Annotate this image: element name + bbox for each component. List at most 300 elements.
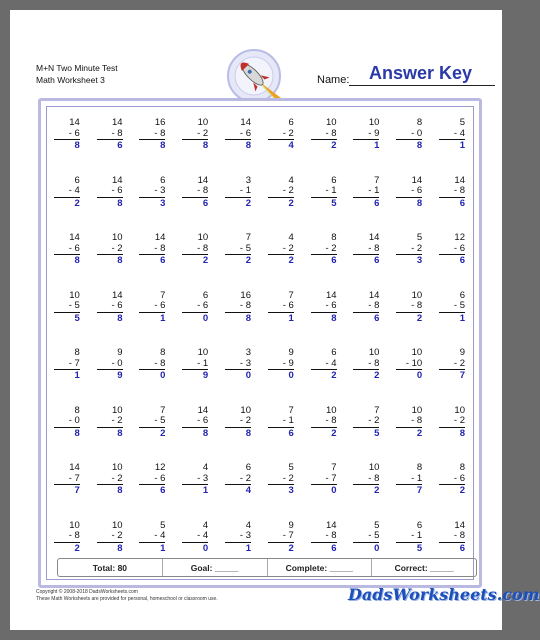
problem-stack: [268, 348, 294, 382]
problem: [47, 343, 90, 401]
problem: [261, 458, 304, 516]
problem-minuend: 6: [331, 174, 337, 186]
problem: [90, 171, 133, 229]
problem: [175, 171, 218, 229]
problem: [347, 343, 390, 401]
problem: [47, 401, 90, 459]
problem-minuend: 10: [411, 289, 423, 301]
problem-stack: [396, 348, 422, 382]
problem: [261, 286, 304, 344]
problem-answer: 1: [374, 140, 380, 151]
problem-stack: [225, 291, 251, 325]
problem: [261, 401, 304, 459]
problem-answer: 6: [160, 485, 166, 496]
problem-stack: [182, 233, 208, 267]
problem-stack: [439, 233, 465, 267]
name-field: [317, 63, 497, 90]
problem-minuend: 14: [454, 519, 465, 531]
problem-subtrahend: - 5: [139, 416, 165, 428]
complete-cell: Complete: _____: [268, 559, 373, 576]
problem-stack: [97, 291, 123, 325]
worksheet-page: [10, 10, 540, 630]
problem-answer: 8: [245, 140, 251, 151]
problem-minuend: 4: [288, 232, 294, 243]
problem-subtrahend: - 6: [182, 416, 208, 428]
problem-minuend: 14: [411, 174, 423, 186]
problem-stack: [311, 463, 337, 497]
problem-minuend: 14: [154, 232, 166, 243]
problem-stack: [396, 233, 422, 267]
problem-subtrahend: - 7: [54, 474, 80, 486]
problem-answer: 8: [117, 427, 123, 439]
problem-subtrahend: - 0: [54, 416, 80, 428]
problem-minuend: 4: [202, 519, 209, 531]
problem-subtrahend: - 10: [396, 359, 422, 371]
problem-stack: [54, 291, 80, 325]
problem: [304, 286, 347, 344]
problem-minuend: 12: [454, 232, 465, 243]
problem-minuend: 4: [288, 174, 294, 186]
problem-stack: [396, 291, 422, 325]
problem-subtrahend: - 2: [97, 531, 123, 543]
problem-subtrahend: - 2: [225, 416, 251, 428]
problem-answer: 1: [459, 140, 465, 151]
problem-minuend: 9: [117, 347, 123, 358]
problem-answer: 9: [202, 370, 209, 381]
problem: [218, 286, 261, 344]
problem-minuend: 5: [416, 232, 423, 243]
correct-cell: Correct: _____: [394, 562, 454, 573]
problem-subtrahend: - 4: [182, 531, 208, 543]
problem-subtrahend: - 8: [97, 129, 123, 141]
problem: [47, 458, 90, 516]
problem-subtrahend: - 8: [311, 416, 337, 428]
problem-subtrahend: - 8: [139, 129, 165, 141]
problem-answer: 2: [74, 542, 80, 554]
problem: [175, 458, 218, 516]
problem-answer: 7: [459, 370, 465, 381]
problem-answer: 3: [288, 485, 294, 496]
problem-answer: 1: [160, 542, 166, 554]
problem: [261, 343, 304, 401]
problem-answer: 5: [416, 542, 423, 554]
problem-answer: 6: [374, 197, 380, 209]
problem-minuend: 14: [326, 289, 337, 301]
problem: [218, 401, 261, 459]
problem-minuend: 14: [454, 174, 465, 186]
problem-answer: 2: [160, 427, 166, 439]
problem-subtrahend: - 6: [54, 129, 80, 141]
problem-minuend: 14: [368, 289, 380, 301]
problem-stack: [54, 348, 80, 382]
problem-answer: 2: [459, 485, 465, 496]
problem-minuend: 9: [288, 347, 294, 358]
problem-subtrahend: - 8: [54, 531, 80, 543]
problem-stack: [353, 463, 379, 497]
problem-stack: [311, 406, 337, 440]
problem: [90, 401, 133, 459]
problem-stack: [439, 463, 465, 497]
problem-minuend: 8: [160, 347, 166, 358]
problem-stack: [97, 463, 123, 497]
problem: [175, 113, 218, 171]
problem-answer: 6: [459, 197, 465, 209]
problem-answer: 5: [374, 427, 380, 439]
problem-subtrahend: - 1: [396, 474, 422, 486]
problem: [347, 286, 390, 344]
problem-stack: [97, 118, 123, 152]
problem: [218, 343, 261, 401]
problem: [47, 113, 90, 171]
problem-stack: [139, 463, 165, 497]
worksheet-title: [36, 62, 118, 86]
problems-inner-border: [46, 106, 474, 580]
problem-minuend: 10: [69, 519, 80, 531]
problem-subtrahend: - 8: [139, 359, 165, 371]
problem-subtrahend: - 3: [225, 359, 251, 371]
problem-answer: 2: [202, 255, 209, 266]
problem-stack: [54, 406, 80, 440]
problem-subtrahend: - 2: [97, 474, 123, 486]
problem-minuend: 10: [454, 404, 465, 416]
problem-stack: [225, 233, 251, 267]
problem: [304, 458, 347, 516]
problem-minuend: 8: [416, 117, 423, 128]
problem: [90, 228, 133, 286]
problem-stack: [268, 233, 294, 267]
problem-minuend: 6: [288, 117, 294, 128]
score-footer: [57, 558, 477, 577]
problem: [261, 228, 304, 286]
problem-answer: 8: [117, 197, 123, 209]
problem-stack: [439, 176, 465, 210]
problem-subtrahend: - 5: [353, 531, 379, 543]
problem: [175, 286, 218, 344]
problem-stack: [182, 291, 208, 325]
problem-answer: 1: [202, 485, 209, 496]
problem-answer: 2: [416, 427, 423, 439]
problem-minuend: 10: [112, 462, 123, 473]
problem-answer: 8: [202, 427, 209, 439]
problem-subtrahend: - 6: [439, 474, 465, 486]
problem: [347, 401, 390, 459]
problem: [304, 171, 347, 229]
problem-subtrahend: - 8: [182, 186, 208, 198]
problem-subtrahend: - 0: [396, 129, 422, 141]
problem-minuend: 14: [112, 117, 123, 128]
problem-stack: [182, 521, 208, 555]
problem-minuend: 8: [74, 347, 80, 358]
problem-subtrahend: - 8: [225, 301, 251, 313]
goal-cell: Goal: _____: [163, 559, 268, 576]
problem: [218, 458, 261, 516]
problem: [347, 113, 390, 171]
problem-minuend: 14: [112, 174, 123, 186]
problem-answer: 2: [288, 542, 294, 554]
problem-minuend: 10: [197, 347, 209, 358]
problem-minuend: 10: [368, 462, 380, 473]
problem-stack: [311, 118, 337, 152]
problem-answer: 5: [74, 312, 80, 324]
problem: [90, 286, 133, 344]
title-line-1: M+N Two Minute Test: [36, 63, 118, 73]
problem: [304, 113, 347, 171]
problem-answer: 2: [288, 197, 294, 209]
problem: [47, 171, 90, 229]
problem-answer: 2: [374, 485, 380, 496]
problem-subtrahend: - 5: [439, 301, 465, 313]
problem-subtrahend: - 6: [311, 301, 337, 313]
problem-minuend: 9: [459, 347, 465, 358]
problem: [90, 113, 133, 171]
problem-stack: [311, 291, 337, 325]
problem-stack: [182, 463, 208, 497]
problem-subtrahend: - 8: [139, 244, 165, 256]
problem-minuend: 10: [112, 232, 123, 243]
problem: [389, 171, 432, 229]
problem-stack: [182, 406, 208, 440]
problem-stack: [182, 118, 208, 152]
problem-subtrahend: - 4: [311, 359, 337, 371]
problem-subtrahend: - 6: [439, 244, 465, 256]
problem: [175, 343, 218, 401]
problem-stack: [54, 176, 80, 210]
problem-answer: 8: [459, 427, 465, 439]
problem-subtrahend: - 2: [182, 129, 208, 141]
problem-minuend: 4: [202, 462, 209, 473]
problem-answer: 6: [331, 542, 337, 554]
problem-answer: 2: [331, 140, 337, 151]
problem-answer: 8: [202, 140, 209, 151]
problem-subtrahend: - 2: [268, 186, 294, 198]
problem-answer: 8: [416, 197, 423, 209]
problem-answer: 6: [459, 255, 465, 266]
problem-minuend: 10: [112, 519, 123, 531]
problem-subtrahend: - 7: [311, 474, 337, 486]
problem-answer: 8: [117, 312, 123, 324]
problem-stack: [139, 118, 165, 152]
problem-subtrahend: - 0: [97, 359, 123, 371]
copyright-line-1: Copyright © 2008-2018 DadsWorksheets.com: [36, 589, 138, 595]
problem-subtrahend: - 6: [182, 301, 208, 313]
problem-answer: 2: [288, 255, 294, 266]
problem-subtrahend: - 2: [439, 416, 465, 428]
problem-answer: 1: [74, 370, 80, 381]
problem-answer: 6: [459, 542, 465, 554]
problem-minuend: 12: [154, 462, 166, 473]
problem-answer: 8: [416, 140, 423, 151]
problem-answer: 6: [374, 255, 380, 266]
problem-stack: [353, 291, 379, 325]
problem-minuend: 14: [69, 232, 80, 243]
problems-frame: [38, 98, 482, 588]
problem-stack: [311, 176, 337, 210]
problem-answer: 6: [117, 140, 123, 151]
problem-answer: 2: [331, 370, 337, 381]
problem-subtrahend: - 6: [97, 186, 123, 198]
problem-minuend: 8: [416, 462, 423, 473]
problem-answer: 0: [331, 485, 337, 496]
problem-answer: 8: [117, 542, 123, 554]
problem-answer: 8: [160, 140, 166, 151]
problem-answer: 8: [245, 312, 251, 324]
problem-minuend: 16: [154, 117, 166, 128]
problem-minuend: 3: [245, 174, 251, 186]
total-cell: Total: 80: [58, 559, 163, 576]
problem-stack: [97, 176, 123, 210]
problem-stack: [311, 521, 337, 555]
problem-answer: 7: [74, 485, 80, 496]
problem-subtrahend: - 3: [139, 186, 165, 198]
problem-minuend: 16: [240, 289, 251, 301]
problem: [389, 343, 432, 401]
problem-subtrahend: - 8: [353, 359, 379, 371]
problem-minuend: 14: [69, 117, 80, 128]
problem-minuend: 10: [112, 404, 123, 416]
problem: [389, 401, 432, 459]
problem-minuend: 5: [374, 519, 380, 531]
problem-minuend: 8: [74, 404, 80, 416]
problem-minuend: 5: [459, 117, 465, 128]
problem-minuend: 7: [331, 462, 337, 473]
problem-stack: [353, 118, 379, 152]
problem-minuend: 8: [331, 232, 337, 243]
problem-stack: [311, 348, 337, 382]
problem-subtrahend: - 6: [225, 129, 251, 141]
problem-stack: [353, 233, 379, 267]
problem: [218, 171, 261, 229]
problem-minuend: 6: [245, 462, 251, 473]
problem-minuend: 7: [160, 289, 166, 301]
problem: [389, 458, 432, 516]
problem-subtrahend: - 6: [396, 186, 422, 198]
problem-answer: 4: [245, 485, 251, 496]
problem: [133, 401, 176, 459]
problem: [133, 113, 176, 171]
problem-answer: 8: [117, 255, 123, 266]
problem-stack: [97, 406, 123, 440]
problem-minuend: 10: [326, 404, 337, 416]
problem-stack: [439, 348, 465, 382]
problem-stack: [182, 176, 208, 210]
copyright-line-2: These Math Worksheets are provided for personal, homeschool or classroom use.: [36, 596, 218, 602]
problem-stack: [54, 233, 80, 267]
problem-stack: [353, 348, 379, 382]
problem-answer: 8: [74, 140, 80, 151]
problem-subtrahend: - 8: [353, 244, 379, 256]
problem-answer: 5: [331, 197, 337, 209]
problem-stack: [268, 521, 294, 555]
problem-subtrahend: - 2: [97, 416, 123, 428]
problem-subtrahend: - 2: [268, 129, 294, 141]
problem-answer: 0: [245, 370, 251, 381]
problem-answer: 6: [202, 197, 209, 209]
problem-subtrahend: - 2: [353, 416, 379, 428]
problem-subtrahend: - 2: [97, 244, 123, 256]
problem-answer: 8: [74, 255, 80, 266]
problem-minuend: 14: [112, 289, 123, 301]
problem-subtrahend: - 8: [182, 244, 208, 256]
problem-subtrahend: - 1: [353, 186, 379, 198]
problem-minuend: 6: [74, 174, 80, 186]
problem-answer: 2: [245, 197, 251, 209]
problem: [389, 286, 432, 344]
problem-stack: [182, 348, 208, 382]
problem-minuend: 14: [197, 174, 209, 186]
problem-stack: [353, 521, 379, 555]
problem-minuend: 6: [416, 519, 423, 531]
problem-minuend: 9: [288, 519, 294, 531]
problem-subtrahend: - 4: [139, 531, 165, 543]
problem: [347, 171, 390, 229]
problem-stack: [268, 291, 294, 325]
problem: [261, 113, 304, 171]
problem-answer: 1: [288, 312, 294, 324]
problem-subtrahend: - 6: [97, 301, 123, 313]
problem-minuend: 10: [411, 404, 423, 416]
problem-stack: [54, 118, 80, 152]
problem-minuend: 7: [374, 174, 380, 186]
problem-minuend: 6: [202, 289, 209, 301]
problem-minuend: 10: [197, 117, 209, 128]
problem-stack: [396, 521, 422, 555]
problem-subtrahend: - 2: [396, 244, 422, 256]
problem-minuend: 10: [326, 117, 337, 128]
problem-minuend: 7: [160, 404, 166, 416]
problem: [133, 343, 176, 401]
problem-stack: [139, 291, 165, 325]
problem: [304, 343, 347, 401]
problem-stack: [97, 233, 123, 267]
problem-minuend: 7: [288, 289, 294, 301]
problem-minuend: 4: [245, 519, 251, 531]
problem-subtrahend: - 8: [439, 186, 465, 198]
problem-minuend: 7: [245, 232, 251, 243]
problem-answer: 8: [74, 427, 80, 439]
problem-minuend: 10: [411, 347, 423, 358]
problem: [47, 286, 90, 344]
problem: [218, 113, 261, 171]
problem-answer: 8: [331, 312, 337, 324]
problem-stack: [225, 406, 251, 440]
problem-answer: 4: [288, 140, 294, 151]
problem-subtrahend: - 8: [353, 474, 379, 486]
problem-stack: [396, 118, 422, 152]
problem-answer: 0: [374, 542, 380, 554]
problem: [175, 401, 218, 459]
problem-stack: [268, 406, 294, 440]
problem: [133, 458, 176, 516]
problem-answer: 6: [374, 312, 380, 324]
problem: [133, 228, 176, 286]
problem-answer: 6: [331, 255, 337, 266]
problem-answer: 3: [160, 197, 166, 209]
problem-subtrahend: - 1: [182, 359, 208, 371]
problem-stack: [396, 406, 422, 440]
problem-stack: [139, 176, 165, 210]
problem-answer: 2: [374, 370, 380, 381]
problem: [47, 228, 90, 286]
problem-answer: 1: [160, 312, 166, 324]
problem: [175, 228, 218, 286]
problem-stack: [439, 521, 465, 555]
problem: [432, 286, 475, 344]
problem-subtrahend: - 2: [268, 474, 294, 486]
problem-stack: [225, 176, 251, 210]
problem: [133, 171, 176, 229]
problem-minuend: 6: [459, 289, 465, 301]
problem-subtrahend: - 3: [225, 531, 251, 543]
